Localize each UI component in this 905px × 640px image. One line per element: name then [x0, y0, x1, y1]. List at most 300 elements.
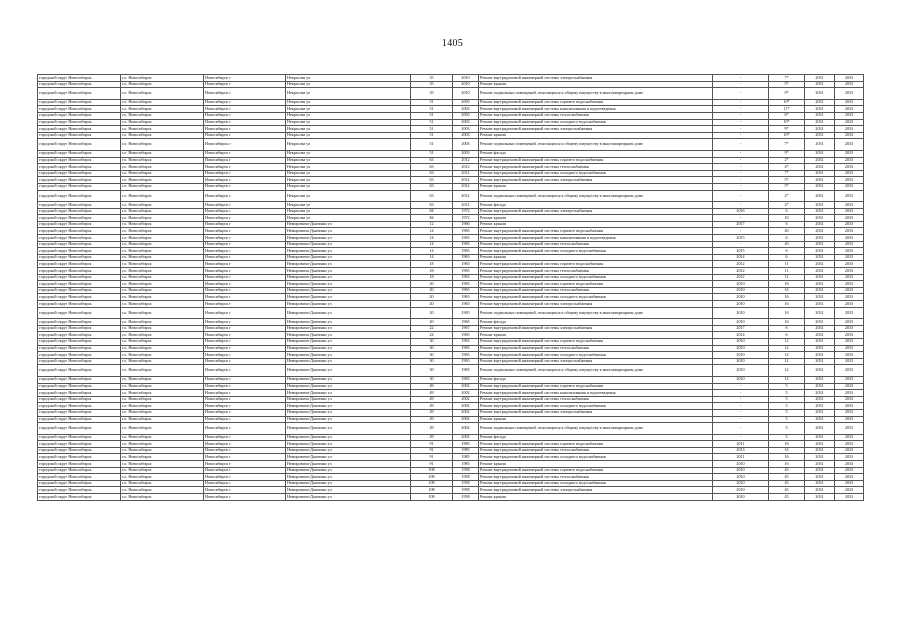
- street-cell: Некрасова ул: [286, 75, 411, 82]
- municipal-district-cell: городской округ Новосибирск: [38, 345, 121, 352]
- build-year-cell: 1965: [453, 319, 479, 326]
- build-year-cell: 1985: [453, 447, 479, 454]
- last-repair-year-cell: -: [713, 228, 769, 235]
- settlement-cell: Новосибирск г: [204, 281, 286, 288]
- last-repair-year-cell: 2012: [713, 274, 769, 281]
- municipal-district-cell: городской округ Новосибирск: [38, 248, 121, 255]
- settlement-cell: Новосибирск г: [204, 164, 286, 171]
- table-row: [38, 221, 864, 228]
- period-end-cell: 2033: [835, 441, 864, 448]
- street-cell: Немировича-Данченко ул: [286, 281, 411, 288]
- build-year-cell: 2003: [453, 150, 479, 157]
- house-number-cell: 91: [411, 441, 453, 448]
- city-cell: г.о. Новосибирск: [121, 301, 204, 308]
- value-cell: 16: [769, 319, 805, 326]
- period-end-cell: 2033: [835, 352, 864, 359]
- municipal-district-cell: городской округ Новосибирск: [38, 294, 121, 301]
- build-year-cell: 2012: [453, 183, 479, 190]
- build-year-cell: 2003: [453, 126, 479, 133]
- value-cell: 7*: [769, 75, 805, 82]
- value-cell: 12: [769, 358, 805, 365]
- period-end-cell: 2033: [835, 150, 864, 157]
- city-cell: г.о. Новосибирск: [121, 352, 204, 359]
- city-cell: г.о. Новосибирск: [121, 441, 204, 448]
- city-cell: г.о. Новосибирск: [121, 325, 204, 332]
- value-cell: 6: [769, 221, 805, 228]
- table-row: [38, 281, 864, 288]
- city-cell: г.о. Новосибирск: [121, 294, 204, 301]
- period-start-cell: 2031: [805, 423, 835, 435]
- settlement-cell: Новосибирск г: [204, 358, 286, 365]
- municipal-district-cell: городской округ Новосибирск: [38, 241, 121, 248]
- value-cell: 5: [769, 383, 805, 390]
- municipal-district-cell: городской округ Новосибирск: [38, 75, 121, 82]
- value-cell: 45: [769, 487, 805, 494]
- table-row: [38, 474, 864, 481]
- municipal-district-cell: городской округ Новосибирск: [38, 307, 121, 319]
- street-cell: Немировича-Данченко ул: [286, 319, 411, 326]
- house-number-cell: 63: [411, 202, 453, 209]
- municipal-district-cell: городской округ Новосибирск: [38, 177, 121, 184]
- house-number-cell: 20: [411, 301, 453, 308]
- table-row: [38, 235, 864, 242]
- period-start-cell: 2031: [805, 221, 835, 228]
- municipal-district-cell: городской округ Новосибирск: [38, 157, 121, 164]
- table-row: [38, 88, 864, 100]
- house-number-cell: 30: [411, 376, 453, 383]
- period-end-cell: 2033: [835, 106, 864, 113]
- period-start-cell: 2031: [805, 81, 835, 88]
- work-type-cell: Ремонт внутридомовой инженерной системы горячего водоснабжения: [479, 228, 713, 235]
- period-start-cell: 2031: [805, 441, 835, 448]
- municipal-district-cell: городской округ Новосибирск: [38, 132, 121, 139]
- street-cell: Немировича-Данченко ул: [286, 228, 411, 235]
- street-cell: Некрасова ул: [286, 157, 411, 164]
- last-repair-year-cell: 2010: [713, 474, 769, 481]
- settlement-cell: Новосибирск г: [204, 434, 286, 441]
- work-type-cell: Ремонт внутридомовой инженерной системы горячего водоснабжения: [479, 281, 713, 288]
- house-number-cell: 12: [411, 221, 453, 228]
- period-end-cell: 2033: [835, 396, 864, 403]
- table-row: [38, 208, 864, 215]
- street-cell: Некрасова ул: [286, 150, 411, 157]
- municipal-district-cell: городской округ Новосибирск: [38, 99, 121, 106]
- house-number-cell: 30: [411, 338, 453, 345]
- table-row: [38, 325, 864, 332]
- street-cell: Некрасова ул: [286, 177, 411, 184]
- city-cell: г.о. Новосибирск: [121, 287, 204, 294]
- municipal-district-cell: городской округ Новосибирск: [38, 480, 121, 487]
- period-start-cell: 2031: [805, 119, 835, 126]
- build-year-cell: 2010: [453, 81, 479, 88]
- city-cell: г.о. Новосибирск: [121, 434, 204, 441]
- street-cell: Немировича-Данченко ул: [286, 383, 411, 390]
- build-year-cell: 2003: [453, 106, 479, 113]
- period-start-cell: 2031: [805, 338, 835, 345]
- period-end-cell: 2033: [835, 126, 864, 133]
- municipal-district-cell: городской округ Новосибирск: [38, 274, 121, 281]
- city-cell: г.о. Новосибирск: [121, 235, 204, 242]
- last-repair-year-cell: 2010: [713, 301, 769, 308]
- settlement-cell: Новосибирск г: [204, 467, 286, 474]
- build-year-cell: 1965: [453, 338, 479, 345]
- house-number-cell: 49: [411, 390, 453, 397]
- table-row: [38, 119, 864, 126]
- house-number-cell: 49: [411, 383, 453, 390]
- period-end-cell: 2033: [835, 416, 864, 423]
- table-row: [38, 365, 864, 377]
- settlement-cell: Новосибирск г: [204, 287, 286, 294]
- table-row: [38, 358, 864, 365]
- house-number-cell: 84: [411, 208, 453, 215]
- city-cell: г.о. Новосибирск: [121, 112, 204, 119]
- build-year-cell: 2002: [453, 390, 479, 397]
- municipal-district-cell: городской округ Новосибирск: [38, 434, 121, 441]
- house-number-cell: 108: [411, 487, 453, 494]
- work-type-cell: Ремонт крыши: [479, 461, 713, 468]
- house-number-cell: 63: [411, 164, 453, 171]
- last-repair-year-cell: 2010: [713, 487, 769, 494]
- period-start-cell: 2031: [805, 345, 835, 352]
- settlement-cell: Новосибирск г: [204, 112, 286, 119]
- table-row: [38, 81, 864, 88]
- municipal-district-cell: городской округ Новосибирск: [38, 164, 121, 171]
- work-type-cell: Ремонт крыши: [479, 494, 713, 501]
- table-row: [38, 423, 864, 435]
- city-cell: г.о. Новосибирск: [121, 157, 204, 164]
- period-end-cell: 2033: [835, 447, 864, 454]
- municipal-district-cell: городской округ Новосибирск: [38, 332, 121, 339]
- last-repair-year-cell: -: [713, 434, 769, 441]
- settlement-cell: Новосибирск г: [204, 376, 286, 383]
- work-type-cell: Ремонт внутридомовой инженерной системы электроснабжения: [479, 409, 713, 416]
- table-row: [38, 332, 864, 339]
- period-start-cell: 2031: [805, 112, 835, 119]
- last-repair-year-cell: 2010: [713, 319, 769, 326]
- city-cell: г.о. Новосибирск: [121, 403, 204, 410]
- build-year-cell: 1965: [453, 358, 479, 365]
- work-type-cell: Ремонт внутридомовой инженерной системы горячего водоснабжения: [479, 261, 713, 268]
- value-cell: 2*: [769, 190, 805, 202]
- last-repair-year-cell: 2016: [713, 208, 769, 215]
- work-type-cell: Ремонт внутридомовой инженерной системы теплоснабжения: [479, 241, 713, 248]
- street-cell: Немировича-Данченко ул: [286, 241, 411, 248]
- city-cell: г.о. Новосибирск: [121, 170, 204, 177]
- period-end-cell: 2033: [835, 112, 864, 119]
- city-cell: г.о. Новосибирск: [121, 396, 204, 403]
- value-cell: 16: [769, 447, 805, 454]
- table-row: [38, 170, 864, 177]
- build-year-cell: 1965: [453, 254, 479, 261]
- street-cell: Некрасова ул: [286, 106, 411, 113]
- value-cell: 11: [769, 268, 805, 275]
- period-end-cell: 2033: [835, 208, 864, 215]
- city-cell: г.о. Новосибирск: [121, 164, 204, 171]
- municipal-district-cell: городской округ Новосибирск: [38, 352, 121, 359]
- table-row: [38, 396, 864, 403]
- period-start-cell: 2031: [805, 487, 835, 494]
- city-cell: г.о. Новосибирск: [121, 461, 204, 468]
- street-cell: Немировича-Данченко ул: [286, 235, 411, 242]
- settlement-cell: Новосибирск г: [204, 261, 286, 268]
- build-year-cell: 1966: [453, 221, 479, 228]
- table-row: [38, 150, 864, 157]
- city-cell: г.о. Новосибирск: [121, 376, 204, 383]
- period-start-cell: 2031: [805, 235, 835, 242]
- period-start-cell: 2031: [805, 409, 835, 416]
- settlement-cell: Новосибирск г: [204, 170, 286, 177]
- table-row: [38, 228, 864, 235]
- city-cell: г.о. Новосибирск: [121, 126, 204, 133]
- work-type-cell: Ремонт подвальных помещений, относящихся к общему имуществу в многоквартирном доме: [479, 88, 713, 100]
- table-row: [38, 139, 864, 151]
- settlement-cell: Новосибирск г: [204, 177, 286, 184]
- build-year-cell: 1965: [453, 235, 479, 242]
- period-start-cell: 2031: [805, 480, 835, 487]
- last-repair-year-cell: -: [713, 383, 769, 390]
- city-cell: г.о. Новосибирск: [121, 409, 204, 416]
- build-year-cell: 1972: [453, 208, 479, 215]
- house-number-cell: 14: [411, 228, 453, 235]
- period-end-cell: 2033: [835, 487, 864, 494]
- work-type-cell: Ремонт крыши: [479, 221, 713, 228]
- period-start-cell: 2031: [805, 150, 835, 157]
- municipal-district-cell: городской округ Новосибирск: [38, 221, 121, 228]
- settlement-cell: Новосибирск г: [204, 139, 286, 151]
- period-start-cell: 2031: [805, 390, 835, 397]
- street-cell: Немировича-Данченко ул: [286, 454, 411, 461]
- value-cell: 9*: [769, 126, 805, 133]
- house-number-cell: 49: [411, 423, 453, 435]
- settlement-cell: Новосибирск г: [204, 390, 286, 397]
- work-type-cell: Ремонт внутридомовой инженерной системы канализования и водоотведения: [479, 106, 713, 113]
- municipal-district-cell: городской округ Новосибирск: [38, 423, 121, 435]
- value-cell: 10*: [769, 99, 805, 106]
- municipal-district-cell: городской округ Новосибирск: [38, 319, 121, 326]
- municipal-district-cell: городской округ Новосибирск: [38, 228, 121, 235]
- municipal-district-cell: городской округ Новосибирск: [38, 235, 121, 242]
- period-end-cell: 2033: [835, 461, 864, 468]
- period-end-cell: 2033: [835, 99, 864, 106]
- value-cell: 10*: [769, 132, 805, 139]
- value-cell: 20: [769, 241, 805, 248]
- street-cell: Немировича-Данченко ул: [286, 358, 411, 365]
- city-cell: г.о. Новосибирск: [121, 383, 204, 390]
- value-cell: 5: [769, 434, 805, 441]
- last-repair-year-cell: -: [713, 112, 769, 119]
- city-cell: г.о. Новосибирск: [121, 221, 204, 228]
- house-number-cell: 35: [411, 81, 453, 88]
- build-year-cell: 2002: [453, 403, 479, 410]
- house-number-cell: 24: [411, 332, 453, 339]
- work-type-cell: Ремонт внутридомовой инженерной системы горячего водоснабжения: [479, 383, 713, 390]
- period-end-cell: 2033: [835, 190, 864, 202]
- street-cell: Немировича-Данченко ул: [286, 396, 411, 403]
- municipal-district-cell: городской округ Новосибирск: [38, 88, 121, 100]
- street-cell: Некрасова ул: [286, 202, 411, 209]
- settlement-cell: Новосибирск г: [204, 480, 286, 487]
- value-cell: 12: [769, 338, 805, 345]
- table-row: [38, 403, 864, 410]
- city-cell: г.о. Новосибирск: [121, 261, 204, 268]
- value-cell: 16: [769, 441, 805, 448]
- street-cell: Немировича-Данченко ул: [286, 345, 411, 352]
- value-cell: 6: [769, 235, 805, 242]
- street-cell: Немировича-Данченко ул: [286, 287, 411, 294]
- build-year-cell: 1985: [453, 441, 479, 448]
- street-cell: Немировича-Данченко ул: [286, 474, 411, 481]
- last-repair-year-cell: 2015: [713, 235, 769, 242]
- municipal-district-cell: городской округ Новосибирск: [38, 325, 121, 332]
- municipal-district-cell: городской округ Новосибирск: [38, 365, 121, 377]
- settlement-cell: Новосибирск г: [204, 88, 286, 100]
- city-cell: г.о. Новосибирск: [121, 132, 204, 139]
- build-year-cell: 1972: [453, 215, 479, 222]
- build-year-cell: 2012: [453, 164, 479, 171]
- municipal-district-cell: городской округ Новосибирск: [38, 106, 121, 113]
- settlement-cell: Новосибирск г: [204, 325, 286, 332]
- street-cell: Немировича-Данченко ул: [286, 352, 411, 359]
- value-cell: 12: [769, 352, 805, 359]
- period-end-cell: 2033: [835, 376, 864, 383]
- period-start-cell: 2031: [805, 467, 835, 474]
- settlement-cell: Новосибирск г: [204, 454, 286, 461]
- build-year-cell: 1965: [453, 281, 479, 288]
- table-row: [38, 106, 864, 113]
- table-row: [38, 294, 864, 301]
- build-year-cell: 1965: [453, 268, 479, 275]
- last-repair-year-cell: 2013: [713, 447, 769, 454]
- house-number-cell: 108: [411, 467, 453, 474]
- period-start-cell: 2031: [805, 434, 835, 441]
- settlement-cell: Новосибирск г: [204, 416, 286, 423]
- table-row: [38, 132, 864, 139]
- house-number-cell: 14: [411, 248, 453, 255]
- value-cell: 16: [769, 287, 805, 294]
- value-cell: 11: [769, 261, 805, 268]
- period-end-cell: 2033: [835, 254, 864, 261]
- value-cell: 5*: [769, 183, 805, 190]
- work-type-cell: Ремонт внутридомовой инженерной системы холодного водоснабжения: [479, 274, 713, 281]
- street-cell: Немировича-Данченко ул: [286, 248, 411, 255]
- city-cell: г.о. Новосибирск: [121, 487, 204, 494]
- last-repair-year-cell: -: [713, 132, 769, 139]
- table-row: [38, 75, 864, 82]
- settlement-cell: Новосибирск г: [204, 461, 286, 468]
- street-cell: Немировича-Данченко ул: [286, 416, 411, 423]
- settlement-cell: Новосибирск г: [204, 268, 286, 275]
- last-repair-year-cell: -: [713, 390, 769, 397]
- settlement-cell: Новосибирск г: [204, 332, 286, 339]
- period-end-cell: 2033: [835, 423, 864, 435]
- city-cell: г.о. Новосибирск: [121, 416, 204, 423]
- build-year-cell: 1965: [453, 345, 479, 352]
- work-type-cell: Ремонт внутридомовой инженерной системы канализования и водоотведения: [479, 235, 713, 242]
- table-row: [38, 241, 864, 248]
- period-end-cell: 2033: [835, 467, 864, 474]
- last-repair-year-cell: 2010: [713, 287, 769, 294]
- city-cell: г.о. Новосибирск: [121, 274, 204, 281]
- build-year-cell: 1965: [453, 287, 479, 294]
- settlement-cell: Новосибирск г: [204, 248, 286, 255]
- settlement-cell: Новосибирск г: [204, 119, 286, 126]
- work-type-cell: Ремонт внутридомовой инженерной системы холодного водоснабжения: [479, 480, 713, 487]
- last-repair-year-cell: 2010: [713, 358, 769, 365]
- municipal-district-cell: городской округ Новосибирск: [38, 358, 121, 365]
- municipal-district-cell: городской округ Новосибирск: [38, 301, 121, 308]
- street-cell: Немировича-Данченко ул: [286, 376, 411, 383]
- period-start-cell: 2031: [805, 319, 835, 326]
- value-cell: 6: [769, 208, 805, 215]
- value-cell: 6*: [769, 112, 805, 119]
- municipal-district-cell: городской округ Новосибирск: [38, 170, 121, 177]
- municipal-district-cell: городской округ Новосибирск: [38, 461, 121, 468]
- city-cell: г.о. Новосибирск: [121, 88, 204, 100]
- city-cell: г.о. Новосибирск: [121, 467, 204, 474]
- value-cell: 9*: [769, 88, 805, 100]
- last-repair-year-cell: 2017: [713, 325, 769, 332]
- period-start-cell: 2031: [805, 202, 835, 209]
- city-cell: г.о. Новосибирск: [121, 208, 204, 215]
- build-year-cell: 2012: [453, 202, 479, 209]
- period-start-cell: 2031: [805, 228, 835, 235]
- value-cell: 5: [769, 423, 805, 435]
- value-cell: 5: [769, 396, 805, 403]
- municipal-district-cell: городской округ Новосибирск: [38, 403, 121, 410]
- period-end-cell: 2033: [835, 409, 864, 416]
- period-start-cell: 2031: [805, 88, 835, 100]
- last-repair-year-cell: -: [713, 409, 769, 416]
- period-end-cell: 2033: [835, 325, 864, 332]
- street-cell: Некрасова ул: [286, 99, 411, 106]
- work-type-cell: Ремонт внутридомовой инженерной системы электроснабжения: [479, 358, 713, 365]
- municipal-district-cell: городской округ Новосибирск: [38, 287, 121, 294]
- settlement-cell: Новосибирск г: [204, 441, 286, 448]
- value-cell: 45: [769, 467, 805, 474]
- work-type-cell: Ремонт внутридомовой инженерной системы холодного водоснабжения: [479, 403, 713, 410]
- settlement-cell: Новосибирск г: [204, 301, 286, 308]
- value-cell: 7*: [769, 139, 805, 151]
- period-start-cell: 2031: [805, 301, 835, 308]
- city-cell: г.о. Новосибирск: [121, 494, 204, 501]
- value-cell: 10*: [769, 119, 805, 126]
- house-number-cell: 20: [411, 287, 453, 294]
- city-cell: г.о. Новосибирск: [121, 75, 204, 82]
- settlement-cell: Новосибирск г: [204, 235, 286, 242]
- period-start-cell: 2031: [805, 241, 835, 248]
- last-repair-year-cell: 2010: [713, 281, 769, 288]
- municipal-district-cell: городской округ Новосибирск: [38, 447, 121, 454]
- city-cell: г.о. Новосибирск: [121, 183, 204, 190]
- period-start-cell: 2031: [805, 365, 835, 377]
- city-cell: г.о. Новосибирск: [121, 241, 204, 248]
- last-repair-year-cell: 2017: [713, 221, 769, 228]
- work-type-cell: Ремонт внутридомовой инженерной системы электроснабжения: [479, 301, 713, 308]
- build-year-cell: 1965: [453, 261, 479, 268]
- table-row: [38, 164, 864, 171]
- street-cell: Немировича-Данченко ул: [286, 325, 411, 332]
- value-cell: 12: [769, 345, 805, 352]
- work-type-cell: Ремонт внутридомовой инженерной системы горячего водоснабжения: [479, 441, 713, 448]
- table-row: [38, 112, 864, 119]
- street-cell: Немировича-Данченко ул: [286, 254, 411, 261]
- work-type-cell: Ремонт крыши: [479, 132, 713, 139]
- period-start-cell: 2031: [805, 254, 835, 261]
- period-start-cell: 2031: [805, 294, 835, 301]
- house-number-cell: 108: [411, 474, 453, 481]
- last-repair-year-cell: 2012: [713, 261, 769, 268]
- period-end-cell: 2033: [835, 474, 864, 481]
